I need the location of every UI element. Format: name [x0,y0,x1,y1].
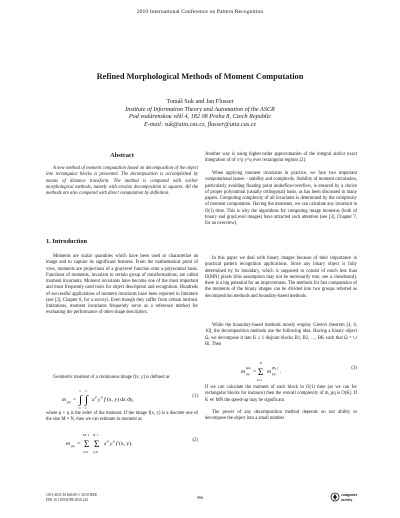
intro-paragraph-1: Moments are scalar quantities which have been used to characterize an image and to capture its significant features. From the mathematical point of view, moments are projections of a graylevel function onto a polynomial basis. Functions of moments, invariant to certain group of transformations, are called moment invariants. Moment invariants have become one of the most important and most frequently used tools for object description and recognition. Hundreds of successful applications of moment invariants have been reported in literature (see [3], Chapter 8, for a survey). Even though they suffer from certain intrinsic limitations, moment invariants frequently serve as a reference method for evaluating the performance of other shape descriptors. [46,254,198,316]
right-paragraph-5: If we can calculate the moment of each block in O(1) time (as we can for rectangular blocks for instance) then the overall complexity of m_pq is O(K). If K ≪ MN the speed-up may be significant. [205,385,357,403]
intro-heading: 1. Introduction [46,238,88,245]
svg-text:(B: (B [272,366,276,370]
computer-society-logo [330,488,374,506]
equation-3-formula [205,360,335,382]
svg-text:.: . [280,369,282,375]
author-names: Tomáš Suk and Jan Flusser [166,98,234,105]
right-paragraph-2: When applying moment invariants in practice, we face two important computational issues – stability and complexity. Stability of moment calculation, particularly avoiding floating point underflow/overflow, is ensured by a choice of proper polynomial (usually orthogonal) basis, as has been discussed in many papers. Computing complexity of all invariants is determined by the complexity of moment computation. Having the moments, we can calculate any invariant in O(1) time. This is why the algorithms for computing image moments (both of binary and grayLevel images) have attracted such attention (see [3], Chapter 7, for an overview). [205,171,357,226]
svg-text:): ) [277,366,279,370]
svg-text:∞: ∞ [85,389,88,393]
svg-text:x: x [104,441,107,447]
svg-text:pq: pq [272,372,276,376]
svg-text:=: = [77,441,81,447]
svg-text:pq: pq [246,372,250,376]
svg-text:k: k [275,368,277,371]
author-email: E-mail: suk@utia.cas.cz, flusser@utia.cas.cz [144,120,256,128]
equation-2-formula [46,432,176,454]
svg-text:Σ: Σ [94,439,100,449]
svg-text:∫: ∫ [79,394,83,406]
svg-text:Σ: Σ [258,367,264,377]
svg-text:f: f [104,397,106,403]
svg-text:y=0: y=0 [93,450,98,454]
equation-2-number: (2) [192,438,198,443]
right-paragraph-6: The power of any decomposition method depends on our ability to decompose the object into a small number [205,410,357,422]
svg-text:Σ: Σ [84,439,90,449]
svg-text:x: x [92,397,95,403]
doi-line: DOI 10.1109/ICPR.2010.242 [46,497,89,502]
svg-text:−∞: −∞ [77,406,82,410]
svg-text:(x, y) dx dy,: (x, y) dx dy, [107,397,134,403]
svg-text:p: p [107,439,109,443]
abstract-text: A new method of moment computation based on decomposition of the object into rectangular blocks is presented. The decomposition is accomplished by means of distance transform. The method is compared with earlier morphological methods, namely with erosion decomposition to squares. All the methods are also compared with direct computation by definition. [46,166,198,196]
svg-text:−∞: −∞ [83,406,88,410]
svg-text:∫: ∫ [85,394,89,406]
equation-3-number: (3) [351,366,357,371]
svg-text:=: = [253,369,257,375]
svg-text:N−1: N−1 [93,433,99,437]
svg-text:f: f [116,441,118,447]
svg-text:p: p [95,395,97,399]
svg-text:(x, y).: (x, y). [119,441,133,447]
svg-text:computer: computer [341,492,358,497]
svg-text:m: m [62,397,66,403]
paper-title: Refined Morphological Methods of Moment Computation [96,72,304,81]
svg-text:M−1: M−1 [83,433,90,437]
affiliation-line-2: Pod vodárenskou věží 4, 182 08 Praha 8, Czech Republic [128,113,272,121]
svg-text:∞: ∞ [79,389,82,393]
right-paragraph-3: In this paper we deal with binary images because of their importance in practical pattern recognition applications. Since any binary object is fully determined by its boundary, which is supposed to consist of much less than O(MN) pixels (this assumption may not be necessarily true, see a chessboard), there is a big potential for an improvement. The methods for fast computation of the moments of the binary images can be divided into two groups referred as decomposition methods and boundary-based methods. [205,256,357,299]
svg-text:x=0: x=0 [83,450,88,454]
svg-text:q: q [113,439,115,443]
abstract-heading: Abstract [110,152,134,159]
equation-1-number: (1) [192,394,198,399]
svg-text:q: q [101,395,103,399]
right-paragraph-4: While the boundary-based methods mostly employ Green's theorem [4, 6, 10], the decomposition methods use the following idea. Having a binary object Ω, we decompose it into K ≥ 1 disjoint blocks B1, B2, …, BK such that Ω = ∪ Bi. Then [205,323,357,347]
svg-text:m: m [267,369,271,375]
copyright-line: 1051-4651/10 $26.00 © 2010 IEEE [46,493,98,497]
svg-text:K: K [260,361,263,365]
intro-paragraph-3: where p + q is the order of the moment. If the image f(x, y) is a discrete one of the size M × N, then we can estimate in moment as [46,411,198,423]
svg-text:pq: pq [71,444,75,448]
equation-2 [46,432,198,454]
svg-text:m: m [241,369,245,375]
svg-text:k=1: k=1 [257,378,262,382]
equation-1 [46,388,198,410]
affiliation-line-1: Institute of Information Theory and Automation of the ASCR [125,105,275,113]
svg-text:(Ω): (Ω) [246,366,251,370]
conference-header: 2010 International Conference on Pattern Recognition [136,9,264,15]
svg-text:m: m [66,441,70,447]
svg-text:=: = [73,397,77,403]
page-number: 966 [196,495,204,500]
right-paragraph-1: Another way is using higher-order approximation of the integral and/or exact integration of of x^p y^q over rectangular regions [2]. [205,152,357,164]
author-block [0,98,400,128]
ieee-logo-icon [330,488,374,506]
svg-text:society: society [341,497,353,502]
equation-1-formula [46,388,176,410]
svg-text:y: y [110,441,113,447]
svg-text:y: y [98,397,101,403]
equation-3 [205,360,357,382]
intro-paragraph-2: Geometric moment of a continuous image f(x, y) is defined as [53,375,170,380]
svg-text:pq: pq [67,400,71,404]
